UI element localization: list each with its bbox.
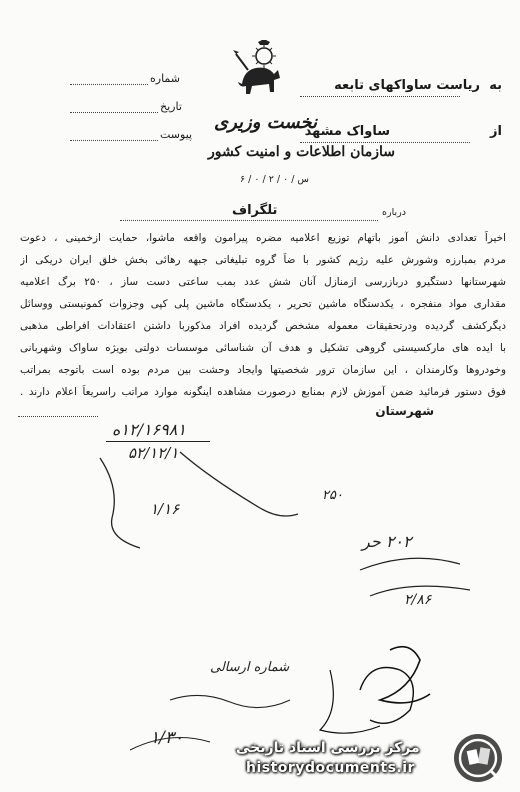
lion-and-sun-emblem bbox=[228, 40, 290, 102]
recipient-prefix: به bbox=[489, 78, 502, 93]
number-field-line bbox=[70, 84, 148, 85]
watermark-logo-icon bbox=[452, 732, 504, 784]
handwritten-ref-number: ۱۲/۱۶۹۸۱ه bbox=[112, 420, 186, 439]
signature-line bbox=[18, 416, 98, 417]
watermark-url: historydocuments.ir bbox=[246, 760, 415, 776]
body-line-1: اخیراً تعدادی دانش آموز باتهام توزیع اعلامیه مضره پیرامون واقعه ماشوا، حمایت ازخمینی ، دعوت bbox=[20, 232, 506, 244]
sender: ساواک مشهد bbox=[304, 124, 390, 139]
handwritten-scribble-1 bbox=[60, 448, 310, 558]
signature-city: شهرستان bbox=[375, 404, 434, 418]
date-field-line bbox=[70, 112, 158, 113]
organization-title: سازمان اطلاعات و امنیت کشور bbox=[208, 144, 395, 160]
attachment-field-line bbox=[70, 140, 158, 141]
body-line-5: دیگرکشف گردیده ودرتحقیقات معموله مشخص گردیده افراد مذکوربا داشتن اعتقادات افراطی مذهبی bbox=[20, 320, 506, 332]
sender-line bbox=[300, 142, 470, 143]
body-line-4: مقداری مواد منفجره ، یکدستگاه ماشین تحریر ، یکدستگاه ماشین پلی کپی وجزوات کمونیستی ووسائل bbox=[20, 298, 506, 310]
body-line-6: با ایده های مارکسیستی گروهی تشکیل و هدف آن شناسائی موسسات دولتی بویژه ساواک وشهربانی bbox=[20, 342, 506, 354]
handwritten-note-number: ۲۵۰ bbox=[322, 488, 343, 503]
subject-line bbox=[120, 220, 378, 221]
ministry-title: نخست وزیری bbox=[214, 112, 318, 133]
sender-prefix: از bbox=[490, 124, 502, 139]
handwritten-note-c: ۲/۸۶ bbox=[404, 592, 432, 608]
recipient-line bbox=[300, 96, 460, 97]
subject-label: درباره bbox=[382, 207, 406, 218]
recipient: ریاست ساواکهای تابعه bbox=[334, 78, 480, 93]
handwritten-note-e: ۱/۳۰ bbox=[150, 728, 184, 748]
body-line-7: وخودروها وکارمندان ، این سازمان ترور شخصیتها وایجاد وحشت بین مردم بوده است باتوجه بمراتب bbox=[20, 364, 506, 376]
handwritten-note-b: ۲۰۲ حر bbox=[362, 532, 412, 551]
body-line-3: شهرستانها دستگیرو دربازرسی ازمنازل آنان شش عدد بمب ساعتی دست ساز ، ۲۵۰ برگ اعلامیه bbox=[20, 276, 506, 288]
handwritten-scribble-2 bbox=[350, 540, 480, 620]
attachment-label: پیوست bbox=[160, 128, 193, 141]
watermark-org-name: مرکز بررسی اسناد تاریخی bbox=[236, 740, 420, 756]
handwritten-note-d: شماره ارسالی bbox=[210, 660, 290, 675]
body-line-8: فوق دستور فرمائید ضمن آموزش لازم بمنابع درصورت مشاهده اینگونه موارد مراتب راسریعاً اعلام دارند . bbox=[20, 386, 506, 398]
body-line-2: مردم بمبارزه وشورش علیه رژیم کشور با ضاً گروه تبلیغاتی جبهه رهائی بخش خلق ایران دریکی از bbox=[20, 254, 506, 266]
handwritten-note-a: ۱/۱۶ bbox=[150, 500, 180, 518]
number-label: شماره bbox=[150, 72, 181, 85]
doc-type: تلگراف bbox=[232, 203, 278, 218]
handwritten-divider bbox=[106, 441, 210, 442]
document-code: س / ۰ / ۲ / ۰ / ۶ bbox=[240, 174, 310, 185]
date-label: تاریخ bbox=[160, 100, 182, 113]
handwritten-ref-date: ۵۲/۱۲/۱ bbox=[128, 444, 179, 462]
